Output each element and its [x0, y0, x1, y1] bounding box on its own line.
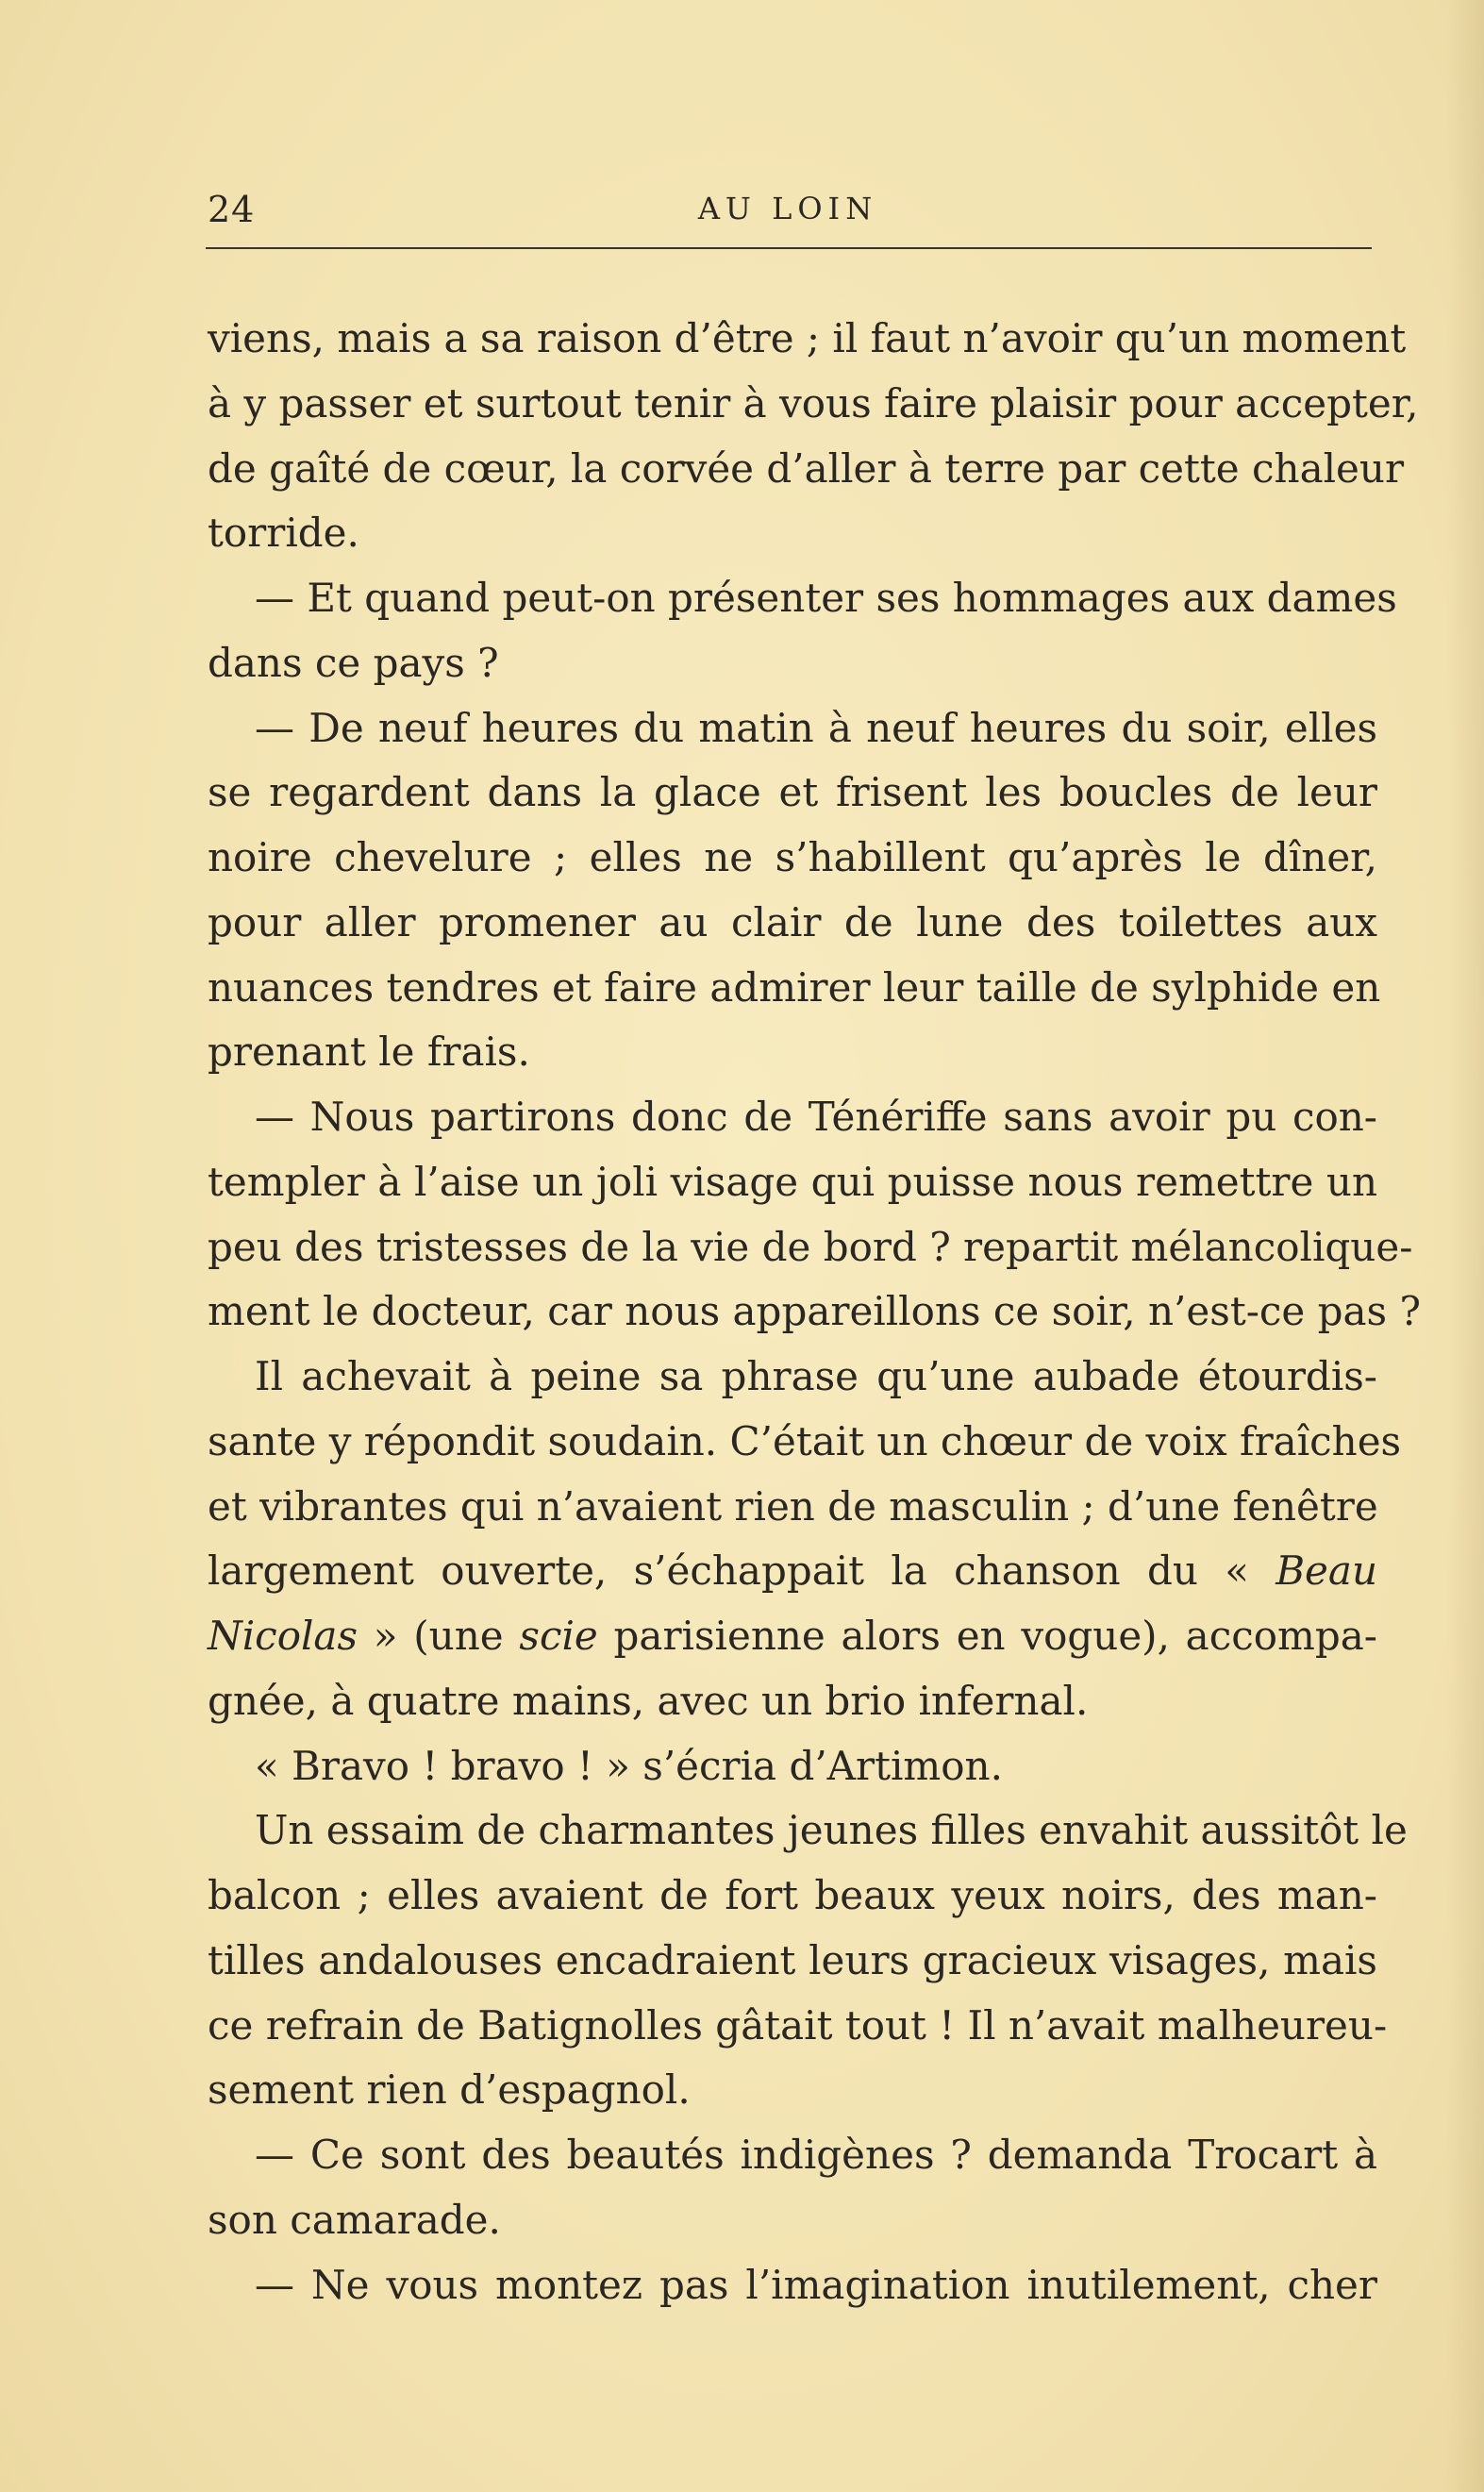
text-line: sante y répondit soudain. C’était un chœur de voix fraîches — [208, 1417, 1402, 1464]
body-text — [208, 307, 1421, 2317]
text-line: templer à l’aise un joli visage qui puisse nous remettre un — [208, 1158, 1377, 1205]
text-line: Un essaim de charmantes jeunes filles envahit aussitôt le — [255, 1807, 1408, 1854]
text-line: « Bravo ! bravo ! » s’écria d’Artimon. — [255, 1742, 1003, 1789]
text-line: torride. — [208, 510, 359, 557]
text-line — [208, 1604, 1377, 1669]
text-line: tilles andalouses encadraient leurs gracieux visages, mais — [208, 1936, 1377, 1983]
page-number: 24 — [208, 189, 256, 230]
text-line: de gaîté de cœur, la corvée d’aller à terre par cette chaleur — [208, 444, 1405, 492]
text-line: ment le docteur, car nous appareillons ce soir, n’est-ce pas ? — [208, 1288, 1421, 1335]
text-fragment: » (une — [358, 1613, 520, 1659]
text-line: dans ce pays ? — [208, 639, 499, 686]
text-line: ce refrain de Batignolles gâtait tout ! Il n’avait malheureu- — [208, 2001, 1388, 2049]
text-line: sement rien d’espagnol. — [208, 2066, 691, 2114]
text-line: Il achevait à peine sa phrase qu’une aubade étourdis- — [255, 1353, 1377, 1399]
running-title: AU LOIN — [697, 191, 878, 226]
text-line: viens, mais a sa raison d’être ; il faut n’avoir qu’un moment — [208, 315, 1407, 361]
text-line: — Ne vous montez pas l’imagination inutilement, cher — [255, 2261, 1377, 2308]
text-line: à y passer et surtout tenir à vous faire plaisir pour accepter, — [208, 379, 1419, 426]
text-line: — Et quand peut-on présenter ses hommages aux dames — [255, 575, 1397, 621]
text-fragment: parisienne alors en vogue), accompa- — [597, 1613, 1378, 1659]
text-fragment: largement ouverte, s’échappait la chanson du « — [208, 1547, 1276, 1595]
text-line: noire chevelure ; elles ne s’habillent qu’après le dîner, — [208, 834, 1377, 880]
italic-title: Nicolas — [208, 1613, 358, 1659]
text-line: prenant le frais. — [208, 1029, 530, 1076]
text-line: et vibrantes qui n’avaient rien de masculin ; d’une fenêtre — [208, 1482, 1378, 1530]
text-line: gnée, à quatre mains, avec un brio infernal. — [208, 1677, 1089, 1724]
text-line: peu des tristesses de la vie de bord ? repartit mélancolique- — [208, 1223, 1413, 1270]
page-header — [208, 189, 1368, 245]
text-line: se regardent dans la glace et frisent les boucles de leur — [208, 769, 1377, 816]
text-line: balcon ; elles avaient de fort beaux yeux noirs, des man- — [208, 1872, 1377, 1918]
italic-title: Beau — [1276, 1547, 1377, 1595]
text-line: pour aller promener au clair de lune des toilettes aux — [208, 898, 1377, 945]
text-line: — Nous partirons donc de Ténériffe sans avoir pu con- — [255, 1094, 1377, 1140]
text-line — [208, 1539, 1377, 1604]
text-line: — De neuf heures du matin à neuf heures du soir, elles — [255, 704, 1377, 751]
text-line: — Ce sont des beautés indigènes ? demanda Trocart à — [255, 2132, 1377, 2178]
page-edge-shadow — [1446, 0, 1484, 2492]
text-line: nuances tendres et faire admirer leur taille de sylphide en — [208, 963, 1381, 1011]
header-rule — [206, 247, 1372, 249]
italic-word: scie — [519, 1613, 598, 1659]
text-line: son camarade. — [208, 2196, 501, 2243]
